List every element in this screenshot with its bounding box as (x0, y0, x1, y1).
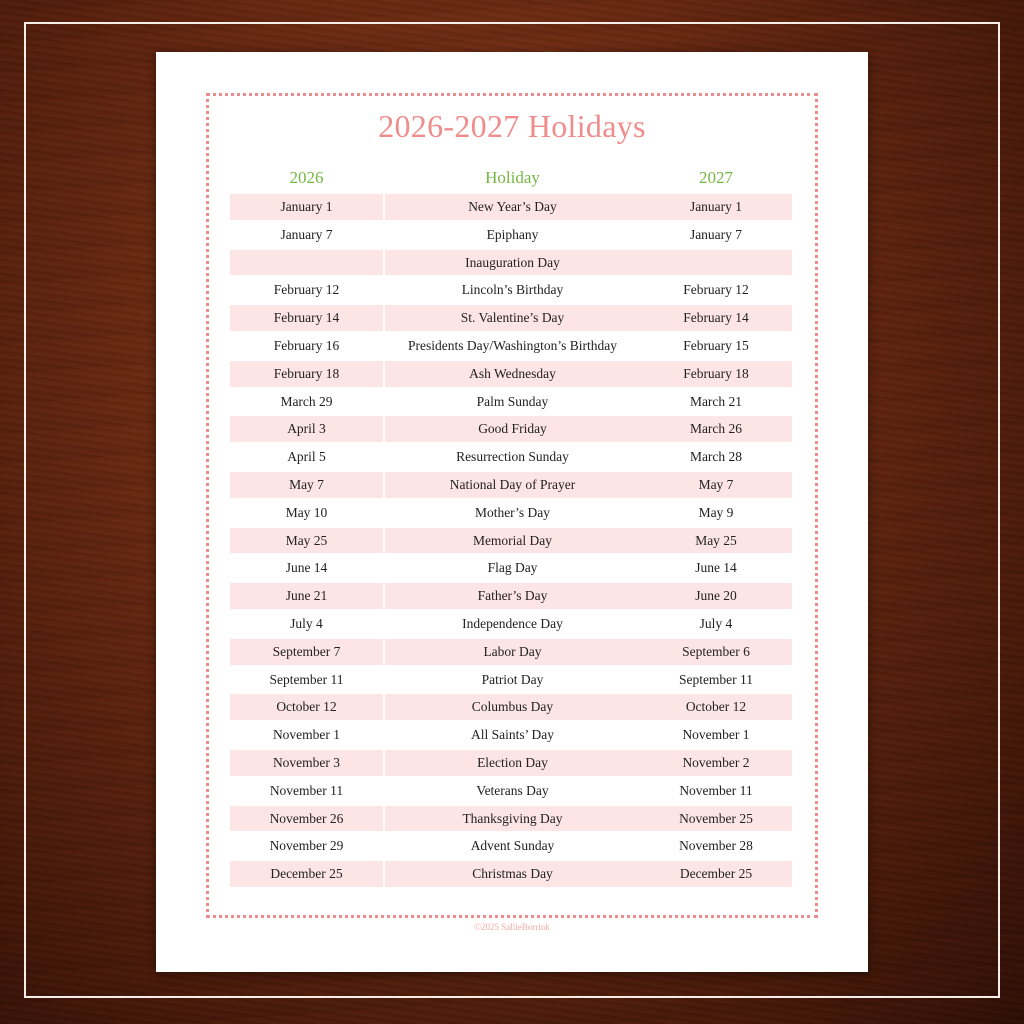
holiday-name-cell: Patriot Day (481, 671, 544, 687)
holiday-name-cell: Resurrection Sunday (456, 449, 569, 465)
holiday-name-cell: Labor Day (385, 639, 640, 665)
holiday-name-cell: Election Day (385, 750, 640, 776)
date-2026-cell: June 21 (230, 583, 383, 609)
holiday-name-cell: Mother’s Day (474, 504, 551, 520)
date-2027-cell: July 4 (699, 615, 733, 631)
date-2026-cell: October 12 (230, 694, 383, 720)
date-2027-cell: September 6 (640, 639, 792, 665)
table-row (230, 638, 792, 666)
date-2026-cell: November 11 (269, 782, 344, 798)
date-2027-cell: February 14 (640, 305, 792, 331)
date-2026-cell: November 3 (230, 750, 383, 776)
table-row (230, 388, 792, 416)
table-row (230, 554, 792, 582)
date-2027-cell: November 2 (640, 750, 792, 776)
date-2027-cell (640, 250, 792, 276)
holiday-name-cell: Epiphany (486, 226, 539, 242)
header-2026: 2026 (289, 168, 324, 187)
date-2026-cell: April 3 (230, 416, 383, 442)
holiday-name-cell: Christmas Day (385, 861, 640, 887)
date-2027-cell: May 7 (640, 472, 792, 498)
date-2026-cell: February 12 (273, 282, 340, 298)
date-2027-cell: December 25 (640, 861, 792, 887)
holiday-name-cell: Flag Day (487, 560, 538, 576)
date-2027-cell: November 28 (679, 838, 753, 854)
date-2026-cell: February 18 (230, 361, 383, 387)
holiday-name-cell: National Day of Prayer (385, 472, 640, 498)
table-row (230, 693, 792, 721)
printable-page (156, 52, 868, 972)
holiday-name-cell: Memorial Day (385, 528, 640, 554)
table-row (230, 527, 792, 555)
table-row (230, 749, 792, 777)
table-row (230, 499, 792, 527)
date-2027-cell: October 12 (640, 694, 792, 720)
date-2027-cell: February 12 (683, 282, 749, 298)
holiday-name-cell: Palm Sunday (476, 393, 549, 409)
holiday-name-cell: Advent Sunday (470, 838, 555, 854)
table-row (230, 666, 792, 694)
date-2026-cell: December 25 (230, 861, 383, 887)
date-2027-cell: March 26 (640, 416, 792, 442)
page-title: 2026-2027 Holidays (378, 108, 646, 144)
holiday-name-cell: Inauguration Day (385, 250, 640, 276)
copyright-notice: ©2025 SallieBorrink (474, 922, 550, 932)
date-2026-cell: May 10 (285, 504, 328, 520)
date-2026-cell (230, 250, 383, 276)
date-2027-cell: February 18 (640, 361, 792, 387)
date-2027-cell: May 25 (640, 528, 792, 554)
holiday-name-cell: Veterans Day (476, 782, 549, 798)
date-2027-cell: January 1 (640, 194, 792, 220)
holiday-name-cell: Independence Day (462, 615, 563, 631)
table-row (230, 805, 792, 833)
date-2026-cell: April 5 (287, 449, 326, 465)
holiday-name-cell: New Year’s Day (385, 194, 640, 220)
holiday-name-cell: Thanksgiving Day (385, 806, 640, 832)
date-2026-cell: May 7 (230, 472, 383, 498)
holiday-name-cell: Father’s Day (385, 583, 640, 609)
table-row (230, 860, 792, 888)
holiday-name-cell: Columbus Day (385, 694, 640, 720)
table-row (230, 193, 792, 221)
table-row (230, 832, 792, 860)
date-2026-cell: February 16 (273, 337, 340, 353)
table-row (230, 332, 792, 360)
table-row (230, 721, 792, 749)
date-2026-cell: November 29 (269, 838, 344, 854)
date-2027-cell: November 1 (682, 727, 750, 743)
date-2026-cell: January 7 (280, 226, 333, 242)
date-2026-cell: November 1 (272, 727, 341, 743)
date-2026-cell: February 14 (230, 305, 383, 331)
date-2027-cell: March 28 (689, 449, 743, 465)
header-2027: 2027 (699, 168, 733, 187)
date-2026-cell: September 11 (269, 671, 344, 687)
date-2027-cell: November 11 (679, 782, 753, 798)
date-2026-cell: January 1 (230, 194, 383, 220)
date-2027-cell: November 25 (640, 806, 792, 832)
date-2026-cell: May 25 (230, 528, 383, 554)
holiday-name-cell: Presidents Day/Washington’s Birthday (408, 337, 617, 353)
date-2026-cell: November 26 (230, 806, 383, 832)
date-2026-cell: September 7 (230, 639, 383, 665)
date-2027-cell: September 11 (678, 671, 754, 687)
holiday-name-cell: Ash Wednesday (385, 361, 640, 387)
table-row (230, 610, 792, 638)
table-row (230, 360, 792, 388)
table-row (230, 415, 792, 443)
table-row (230, 471, 792, 499)
holiday-table (230, 193, 792, 888)
date-2027-cell: June 14 (695, 560, 737, 576)
table-row (230, 304, 792, 332)
date-2027-cell: May 9 (698, 504, 734, 520)
table-row (230, 777, 792, 805)
date-2027-cell: June 20 (640, 583, 792, 609)
date-2026-cell: July 4 (290, 615, 323, 631)
date-2027-cell: February 15 (683, 337, 749, 353)
table-row (230, 221, 792, 249)
table-header (230, 168, 792, 190)
date-2026-cell: March 29 (280, 393, 333, 409)
holiday-name-cell: Good Friday (385, 416, 640, 442)
date-2027-cell: January 7 (689, 226, 743, 242)
holiday-name-cell: Lincoln’s Birthday (461, 282, 564, 298)
date-2027-cell: March 21 (689, 393, 743, 409)
date-2026-cell: June 14 (285, 560, 328, 576)
holiday-name-cell: All Saints’ Day (471, 727, 554, 743)
table-row (230, 582, 792, 610)
table-row (230, 276, 792, 304)
table-row (230, 443, 792, 471)
table-row (230, 249, 792, 277)
holiday-name-cell: St. Valentine’s Day (385, 305, 640, 331)
header-holiday: Holiday (485, 168, 540, 187)
